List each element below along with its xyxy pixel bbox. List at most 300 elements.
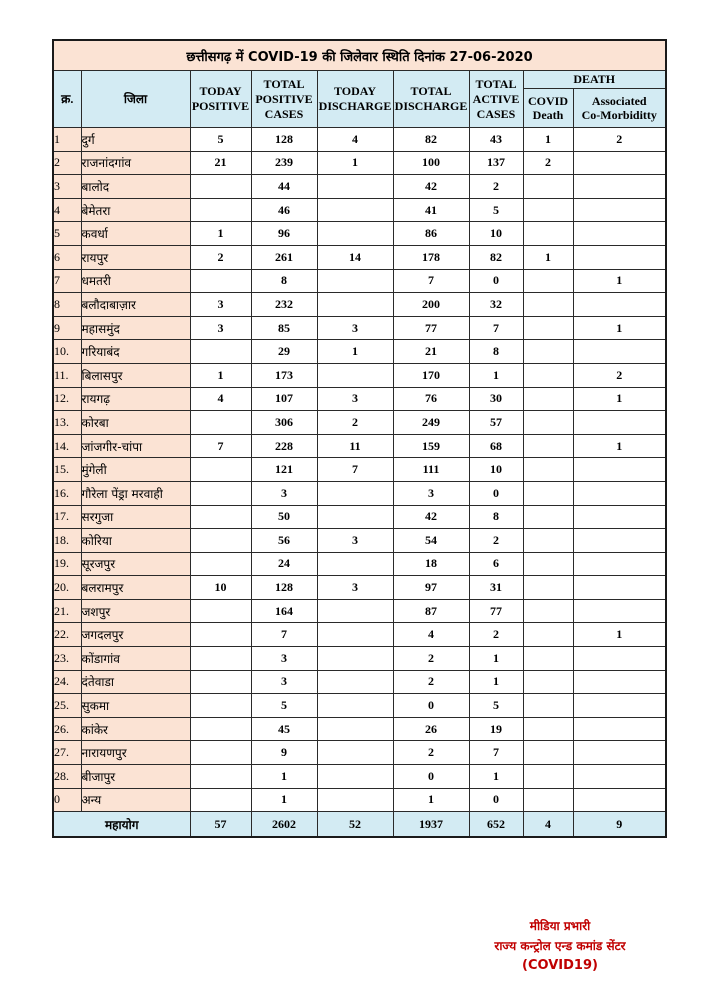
cell-today-positive: [190, 694, 251, 718]
table-row: [53, 552, 666, 576]
cell-total-discharge: 111: [393, 458, 469, 482]
cell-associated: [573, 151, 666, 175]
cell-associated: [573, 293, 666, 317]
footer-signature: [440, 916, 680, 976]
cell-today-positive: 7: [190, 434, 251, 458]
cell-total-discharge: 2: [393, 670, 469, 694]
cell-total-discharge: 159: [393, 434, 469, 458]
cell-today-discharge: 4: [317, 128, 393, 152]
cell-associated: [573, 458, 666, 482]
header-total-positive: TOTAL POSITIVE CASES: [251, 71, 317, 128]
cell-associated: [573, 529, 666, 553]
table-body: [53, 128, 666, 812]
cell-today-discharge: 7: [317, 458, 393, 482]
cell-district: मुंगेली: [81, 458, 190, 482]
cell-covid-death: [523, 647, 573, 671]
cell-total-discharge: 86: [393, 222, 469, 246]
cell-district: महासमुंद: [81, 316, 190, 340]
cell-associated: [573, 245, 666, 269]
cell-sno: 23.: [53, 647, 81, 671]
cell-active: 1: [469, 647, 523, 671]
cell-today-discharge: [317, 222, 393, 246]
cell-active: 57: [469, 411, 523, 435]
cell-active: 82: [469, 245, 523, 269]
header-total-active: TOTAL ACTIVE CASES: [469, 71, 523, 128]
header-death: DEATH: [523, 71, 666, 89]
cell-today-positive: 21: [190, 151, 251, 175]
cell-district: सूरजपुर: [81, 552, 190, 576]
cell-today-discharge: 3: [317, 387, 393, 411]
cell-active: 19: [469, 717, 523, 741]
cell-total-positive: 44: [251, 175, 317, 199]
cell-associated: [573, 175, 666, 199]
cell-associated: [573, 481, 666, 505]
table-row: [53, 128, 666, 152]
cell-associated: [573, 599, 666, 623]
cell-district: बालोद: [81, 175, 190, 199]
cell-today-positive: [190, 765, 251, 789]
cell-today-positive: [190, 505, 251, 529]
cell-associated: [573, 576, 666, 600]
table-title: छत्तीसगढ़ में COVID-19 की जिलेवार स्थिति दिनांक 27-06-2020: [53, 40, 666, 71]
footer-line-covid: (COVID19): [522, 958, 598, 973]
cell-sno: 18.: [53, 529, 81, 553]
cell-today-positive: [190, 552, 251, 576]
cell-active: 68: [469, 434, 523, 458]
cell-total-positive: 107: [251, 387, 317, 411]
cell-active: 7: [469, 741, 523, 765]
cell-total-positive: 29: [251, 340, 317, 364]
header-today-positive: TODAY POSITIVE: [190, 71, 251, 128]
table-row: [53, 717, 666, 741]
cell-total-discharge: 21: [393, 340, 469, 364]
total-today-discharge: 52: [317, 812, 393, 838]
cell-total-discharge: 76: [393, 387, 469, 411]
total-active: 652: [469, 812, 523, 838]
header-sno: क्र.: [53, 71, 81, 128]
header-associated-comorbidity: Associated Co-Morbiditty: [573, 89, 666, 128]
cell-sno: 22.: [53, 623, 81, 647]
cell-covid-death: 2: [523, 151, 573, 175]
cell-district: गरियाबंद: [81, 340, 190, 364]
cell-covid-death: [523, 293, 573, 317]
cell-today-positive: 1: [190, 222, 251, 246]
cell-total-positive: 173: [251, 363, 317, 387]
cell-active: 0: [469, 481, 523, 505]
cell-sno: 9: [53, 316, 81, 340]
cell-sno: 24.: [53, 670, 81, 694]
cell-sno: 12.: [53, 387, 81, 411]
cell-district: सुकमा: [81, 694, 190, 718]
cell-total-discharge: 249: [393, 411, 469, 435]
cell-district: अन्य: [81, 788, 190, 812]
cell-district: कोंडागांव: [81, 647, 190, 671]
cell-today-positive: [190, 741, 251, 765]
table-row: [53, 387, 666, 411]
cell-associated: [573, 552, 666, 576]
cell-today-positive: [190, 599, 251, 623]
cell-covid-death: 1: [523, 128, 573, 152]
cell-active: 30: [469, 387, 523, 411]
cell-today-discharge: [317, 293, 393, 317]
table-row: [53, 245, 666, 269]
footer-line-control: राज्य कन्ट्रोल एन्ड कमांड सेंटर: [494, 939, 626, 953]
cell-covid-death: [523, 222, 573, 246]
table-row: [53, 765, 666, 789]
table-row: [53, 481, 666, 505]
table-row: [53, 434, 666, 458]
cell-today-discharge: [317, 741, 393, 765]
table-row: [53, 151, 666, 175]
cell-today-positive: 3: [190, 316, 251, 340]
table-row: [53, 670, 666, 694]
cell-total-positive: 96: [251, 222, 317, 246]
cell-district: बेमेतरा: [81, 198, 190, 222]
cell-today-discharge: 1: [317, 151, 393, 175]
cell-today-discharge: [317, 765, 393, 789]
cell-total-discharge: 26: [393, 717, 469, 741]
cell-district: जशपुर: [81, 599, 190, 623]
cell-total-positive: 8: [251, 269, 317, 293]
cell-total-discharge: 41: [393, 198, 469, 222]
cell-sno: 13.: [53, 411, 81, 435]
cell-today-discharge: [317, 623, 393, 647]
cell-associated: 1: [573, 316, 666, 340]
cell-active: 8: [469, 505, 523, 529]
cell-covid-death: [523, 340, 573, 364]
cell-total-discharge: 42: [393, 175, 469, 199]
cell-total-positive: 306: [251, 411, 317, 435]
cell-total-positive: 228: [251, 434, 317, 458]
cell-total-positive: 45: [251, 717, 317, 741]
cell-total-positive: 128: [251, 576, 317, 600]
cell-active: 10: [469, 458, 523, 482]
cell-district: कोरबा: [81, 411, 190, 435]
total-total-positive: 2602: [251, 812, 317, 838]
cell-total-discharge: 82: [393, 128, 469, 152]
cell-covid-death: [523, 458, 573, 482]
cell-total-positive: 56: [251, 529, 317, 553]
cell-sno: 28.: [53, 765, 81, 789]
cell-district: जांजगीर-चांपा: [81, 434, 190, 458]
cell-today-positive: [190, 458, 251, 482]
cell-total-discharge: 200: [393, 293, 469, 317]
cell-active: 0: [469, 269, 523, 293]
cell-sno: 3: [53, 175, 81, 199]
cell-associated: [573, 222, 666, 246]
cell-district: दंतेवाडा: [81, 670, 190, 694]
cell-associated: [573, 670, 666, 694]
cell-today-discharge: [317, 647, 393, 671]
table-row: [53, 788, 666, 812]
cell-active: 1: [469, 765, 523, 789]
table-row: [53, 222, 666, 246]
cell-active: 77: [469, 599, 523, 623]
cell-today-positive: 1: [190, 363, 251, 387]
cell-sno: 7: [53, 269, 81, 293]
cell-total-discharge: 4: [393, 623, 469, 647]
cell-covid-death: 1: [523, 245, 573, 269]
cell-covid-death: [523, 481, 573, 505]
total-label: महायोग: [53, 812, 190, 838]
cell-today-discharge: [317, 505, 393, 529]
table-row: [53, 316, 666, 340]
table-row: [53, 269, 666, 293]
cell-active: 43: [469, 128, 523, 152]
cell-district: नारायणपुर: [81, 741, 190, 765]
cell-today-positive: 4: [190, 387, 251, 411]
cell-today-positive: [190, 269, 251, 293]
cell-total-discharge: 18: [393, 552, 469, 576]
cell-covid-death: [523, 576, 573, 600]
cell-today-positive: [190, 340, 251, 364]
cell-active: 5: [469, 198, 523, 222]
cell-active: 1: [469, 670, 523, 694]
cell-active: 8: [469, 340, 523, 364]
cell-active: 137: [469, 151, 523, 175]
cell-associated: [573, 717, 666, 741]
table-row: [53, 175, 666, 199]
cell-district: कवर्धा: [81, 222, 190, 246]
cell-active: 2: [469, 623, 523, 647]
cell-covid-death: [523, 529, 573, 553]
cell-sno: 21.: [53, 599, 81, 623]
cell-total-positive: 128: [251, 128, 317, 152]
cell-total-positive: 3: [251, 481, 317, 505]
cell-today-discharge: [317, 694, 393, 718]
cell-sno: 27.: [53, 741, 81, 765]
cell-covid-death: [523, 175, 573, 199]
cell-total-positive: 85: [251, 316, 317, 340]
cell-today-positive: 3: [190, 293, 251, 317]
cell-today-positive: [190, 717, 251, 741]
cell-today-discharge: 3: [317, 529, 393, 553]
cell-active: 32: [469, 293, 523, 317]
cell-today-positive: [190, 411, 251, 435]
cell-associated: [573, 765, 666, 789]
table-row: [53, 505, 666, 529]
cell-sno: 19.: [53, 552, 81, 576]
table-row: [53, 340, 666, 364]
cell-today-discharge: [317, 175, 393, 199]
cell-total-discharge: 87: [393, 599, 469, 623]
cell-total-positive: 3: [251, 670, 317, 694]
cell-total-positive: 121: [251, 458, 317, 482]
cell-covid-death: [523, 694, 573, 718]
cell-district: धमतरी: [81, 269, 190, 293]
cell-covid-death: [523, 717, 573, 741]
cell-total-discharge: 2: [393, 741, 469, 765]
header-today-discharge: TODAY DISCHARGE: [317, 71, 393, 128]
cell-total-positive: 7: [251, 623, 317, 647]
cell-associated: 1: [573, 387, 666, 411]
cell-active: 31: [469, 576, 523, 600]
cell-district: जगदलपुर: [81, 623, 190, 647]
cell-covid-death: [523, 411, 573, 435]
cell-district: बीजापुर: [81, 765, 190, 789]
district-covid-table: [52, 39, 667, 838]
cell-active: 1: [469, 363, 523, 387]
cell-covid-death: [523, 505, 573, 529]
cell-district: बिलासपुर: [81, 363, 190, 387]
cell-total-discharge: 1: [393, 788, 469, 812]
cell-today-discharge: [317, 599, 393, 623]
cell-associated: [573, 694, 666, 718]
cell-active: 10: [469, 222, 523, 246]
total-covid-death: 4: [523, 812, 573, 838]
cell-today-discharge: [317, 363, 393, 387]
cell-covid-death: [523, 552, 573, 576]
cell-sno: 14.: [53, 434, 81, 458]
cell-associated: [573, 505, 666, 529]
table-row: [53, 363, 666, 387]
cell-today-positive: 2: [190, 245, 251, 269]
cell-active: 2: [469, 175, 523, 199]
cell-active: 7: [469, 316, 523, 340]
cell-today-discharge: [317, 198, 393, 222]
cell-associated: 2: [573, 128, 666, 152]
cell-total-discharge: 0: [393, 694, 469, 718]
cell-district: दुर्ग: [81, 128, 190, 152]
table-row: [53, 741, 666, 765]
cell-covid-death: [523, 623, 573, 647]
footer-line-media: मीडिया प्रभारी: [529, 919, 591, 933]
cell-covid-death: [523, 599, 573, 623]
total-associated: 9: [573, 812, 666, 838]
cell-total-discharge: 2: [393, 647, 469, 671]
cell-active: 6: [469, 552, 523, 576]
cell-total-discharge: 54: [393, 529, 469, 553]
cell-associated: [573, 340, 666, 364]
total-today-positive: 57: [190, 812, 251, 838]
cell-sno: 11.: [53, 363, 81, 387]
cell-today-positive: [190, 481, 251, 505]
cell-total-positive: 261: [251, 245, 317, 269]
cell-total-positive: 232: [251, 293, 317, 317]
cell-sno: 6: [53, 245, 81, 269]
cell-today-discharge: [317, 670, 393, 694]
cell-sno: 25.: [53, 694, 81, 718]
cell-associated: [573, 198, 666, 222]
cell-active: 5: [469, 694, 523, 718]
table-row: [53, 576, 666, 600]
cell-today-discharge: 1: [317, 340, 393, 364]
cell-total-positive: 3: [251, 647, 317, 671]
cell-total-positive: 24: [251, 552, 317, 576]
cell-total-positive: 1: [251, 765, 317, 789]
cell-sno: 2: [53, 151, 81, 175]
cell-today-discharge: [317, 269, 393, 293]
table-row: [53, 647, 666, 671]
cell-total-discharge: 178: [393, 245, 469, 269]
cell-today-discharge: [317, 788, 393, 812]
cell-covid-death: [523, 198, 573, 222]
cell-covid-death: [523, 670, 573, 694]
cell-covid-death: [523, 269, 573, 293]
grand-total-row: [53, 812, 666, 838]
cell-associated: [573, 788, 666, 812]
cell-district: रायगढ़: [81, 387, 190, 411]
cell-sno: 5: [53, 222, 81, 246]
table-row: [53, 529, 666, 553]
cell-sno: 26.: [53, 717, 81, 741]
cell-today-positive: [190, 670, 251, 694]
cell-total-discharge: 0: [393, 765, 469, 789]
table-row: [53, 458, 666, 482]
table-row: [53, 694, 666, 718]
cell-total-discharge: 97: [393, 576, 469, 600]
cell-total-positive: 1: [251, 788, 317, 812]
cell-today-positive: 10: [190, 576, 251, 600]
cell-total-discharge: 77: [393, 316, 469, 340]
cell-district: बलरामपुर: [81, 576, 190, 600]
total-total-discharge: 1937: [393, 812, 469, 838]
cell-total-positive: 50: [251, 505, 317, 529]
cell-today-discharge: [317, 552, 393, 576]
cell-today-positive: [190, 647, 251, 671]
cell-associated: 1: [573, 269, 666, 293]
cell-today-discharge: 14: [317, 245, 393, 269]
cell-active: 2: [469, 529, 523, 553]
cell-associated: 2: [573, 363, 666, 387]
table-row: [53, 293, 666, 317]
cell-total-discharge: 100: [393, 151, 469, 175]
cell-sno: 10.: [53, 340, 81, 364]
cell-today-positive: 5: [190, 128, 251, 152]
cell-district: कांकेर: [81, 717, 190, 741]
cell-total-positive: 46: [251, 198, 317, 222]
cell-total-discharge: 42: [393, 505, 469, 529]
cell-associated: [573, 741, 666, 765]
cell-total-positive: 5: [251, 694, 317, 718]
cell-total-positive: 239: [251, 151, 317, 175]
cell-associated: 1: [573, 623, 666, 647]
table-row: [53, 623, 666, 647]
cell-covid-death: [523, 316, 573, 340]
cell-today-discharge: 3: [317, 576, 393, 600]
cell-sno: 8: [53, 293, 81, 317]
cell-covid-death: [523, 741, 573, 765]
cell-sno: 16.: [53, 481, 81, 505]
cell-covid-death: [523, 765, 573, 789]
cell-district: बलौदाबाज़ार: [81, 293, 190, 317]
cell-sno: 4: [53, 198, 81, 222]
cell-sno: 0: [53, 788, 81, 812]
cell-district: कोरिया: [81, 529, 190, 553]
cell-active: 0: [469, 788, 523, 812]
cell-total-positive: 164: [251, 599, 317, 623]
header-covid-death: COVID Death: [523, 89, 573, 128]
cell-today-positive: [190, 623, 251, 647]
cell-sno: 17.: [53, 505, 81, 529]
cell-total-discharge: 170: [393, 363, 469, 387]
cell-sno: 20.: [53, 576, 81, 600]
table-row: [53, 599, 666, 623]
cell-district: रायपुर: [81, 245, 190, 269]
cell-covid-death: [523, 788, 573, 812]
table-row: [53, 411, 666, 435]
cell-total-discharge: 3: [393, 481, 469, 505]
cell-district: राजनांदगांव: [81, 151, 190, 175]
cell-associated: [573, 411, 666, 435]
cell-associated: [573, 647, 666, 671]
cell-today-positive: [190, 529, 251, 553]
cell-district: सरगुजा: [81, 505, 190, 529]
cell-today-discharge: 2: [317, 411, 393, 435]
cell-covid-death: [523, 387, 573, 411]
cell-today-positive: [190, 788, 251, 812]
cell-district: गौरेला पेंड्रा मरवाही: [81, 481, 190, 505]
